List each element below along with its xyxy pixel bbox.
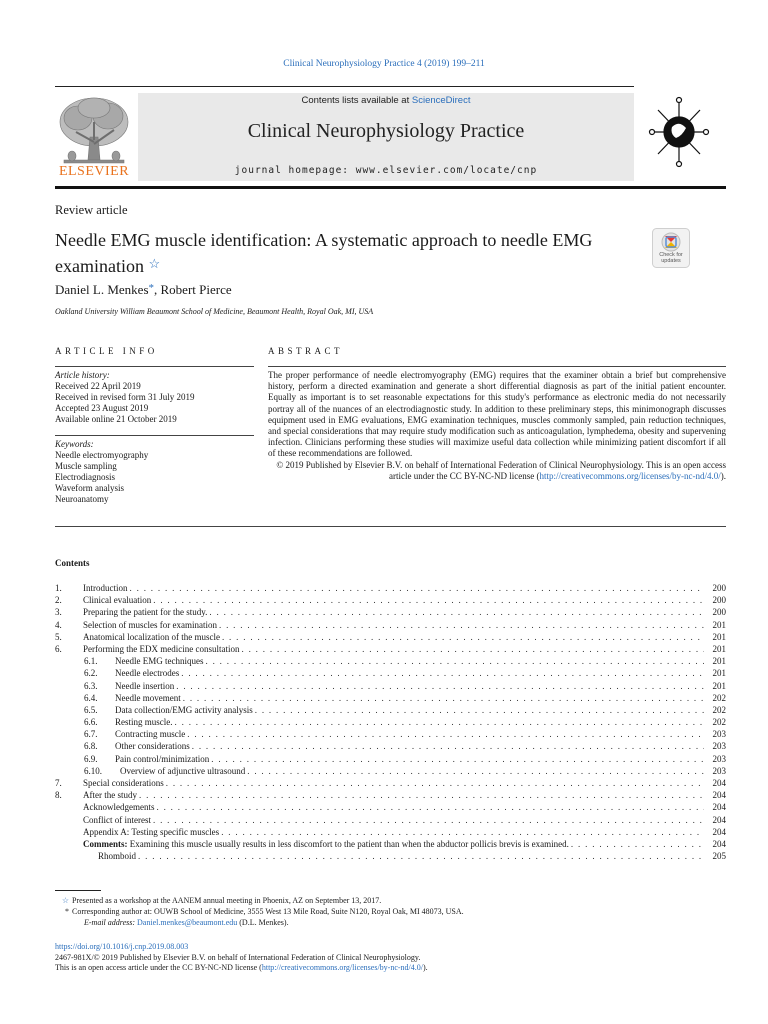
toc-item-label-text: Selection of muscles for examination [83, 619, 217, 630]
article-history [55, 370, 254, 425]
toc-item-page: 201 [712, 619, 726, 630]
keywords [55, 439, 254, 505]
toc-item-label [115, 667, 179, 679]
toc-item-page: 203 [712, 753, 726, 764]
sciencedirect-link[interactable]: ScienceDirect [411, 95, 471, 106]
corresponding-author-link[interactable]: * [148, 282, 155, 294]
footnote-divider [55, 890, 101, 891]
toc-item-label [83, 814, 151, 826]
check-for-updates-badge[interactable] [652, 228, 690, 268]
toc-leader-dots [221, 826, 704, 838]
open-access-line [55, 963, 726, 974]
toc-item-label-text: Data collection/EMG activity analysis [115, 704, 253, 715]
toc-item-label [115, 704, 253, 716]
toc-leader-dots [156, 801, 704, 813]
authors [55, 282, 232, 298]
history-received: Received 22 April 2019 [55, 381, 141, 391]
toc-item-page: 201 [712, 656, 726, 667]
toc-item-page: 204 [712, 802, 726, 813]
toc-item[interactable] [55, 777, 726, 789]
toc-item-label [83, 789, 137, 801]
toc-item-page: 203 [712, 741, 726, 752]
toc-leader-dots [153, 814, 704, 826]
toc-item-page: 202 [712, 704, 726, 715]
table-of-contents [55, 582, 726, 862]
top-divider [55, 86, 634, 87]
toc-item-label [83, 631, 220, 643]
toc-item[interactable] [55, 582, 726, 594]
abstract-copyright [268, 460, 726, 482]
toc-item-label [115, 655, 203, 667]
toc-item[interactable] [55, 594, 726, 606]
keyword-item: Neuroanatomy [55, 494, 109, 504]
email-label: E-mail address: [84, 918, 136, 927]
toc-item-page: 201 [712, 631, 726, 642]
toc-item-label-text: Preparing the patient for the study. [83, 607, 208, 618]
toc-leader-dots [176, 680, 704, 692]
toc-item-page: 205 [712, 851, 726, 862]
toc-item-label [83, 582, 128, 594]
oa-prefix: This is an open access article under the CC BY-NC-ND license ( [55, 963, 262, 972]
copyright-end: ). [720, 470, 726, 481]
article-title [55, 228, 635, 278]
toc-item-number: 1. [55, 583, 62, 593]
doi-block [55, 942, 726, 974]
history-label: Article history: [55, 370, 110, 380]
toc-leader-dots [183, 692, 704, 704]
oa-suffix: ). [423, 963, 428, 972]
toc-item-label [83, 838, 569, 850]
toc-item[interactable] [55, 643, 726, 655]
toc-item-page: 204 [712, 814, 726, 825]
toc-leader-dots [205, 655, 704, 667]
toc-leader-dots [241, 643, 704, 655]
toc-item-page: 201 [712, 680, 726, 691]
article-title-text: Needle EMG muscle identification: A systematic approach to needle EMG examination [55, 230, 593, 276]
toc-item-label-text: Appendix A: Testing specific muscles [83, 826, 220, 837]
keywords-label: Keywords: [55, 439, 94, 449]
toc-leader-dots [255, 704, 704, 716]
abstract-divider [268, 366, 726, 367]
toc-item[interactable] [55, 619, 726, 631]
abstract-text: The proper performance of needle electromyography (EMG) requires that the examiner obtain a brief but comprehensive history, perform a directed examination and generate a short differential diagnosis as part of the initial patient encounter. Equally as important is to set reasonable expectations for this study's performance as electronic media do not necessarily portray all of the nuances of an electrodiagnostic study. In addition to these preliminary steps, this minimonograph discusses equipment used in EMG evaluations, EMG examination techniques, muscles commonly sampled, pain reduction techniques, and special considerations that may require study modification such as anticoagulation, lymphedema, obesity and supervening infection. Clinicians performing these studies will maximize useful data collection while minimizing patient discomfort if all of these recommendations are followed. [268, 370, 726, 459]
toc-item-label-text: Performing the EDX medicine consultation [83, 643, 240, 654]
toc-item-label-text: Needle insertion [115, 680, 175, 691]
toc-item-page: 204 [712, 790, 726, 801]
toc-item-label [83, 619, 217, 631]
footnote-text: Presented as a workshop at the AANEM annual meeting in Phoenix, AZ on September 13, 2017. [72, 896, 382, 905]
doi-link[interactable]: https://doi.org/10.1016/j.cnp.2019.08.003 [55, 942, 189, 951]
toc-item-label [83, 606, 207, 618]
article-type: Review article [55, 203, 128, 217]
toc-item[interactable] [55, 801, 726, 813]
toc-item[interactable] [55, 606, 726, 618]
toc-item-number: 6.6. [84, 717, 98, 728]
toc-item-label-text: Needle movement [115, 692, 181, 703]
journal-reference-link[interactable]: Clinical Neurophysiology Practice 4 (2019) 199–211 [283, 59, 485, 69]
toc-item-label [83, 643, 239, 655]
toc-item-label [83, 801, 154, 813]
toc-item-page: 204 [712, 826, 726, 837]
history-online: Available online 21 October 2019 [55, 414, 177, 424]
toc-item-number: 5. [55, 631, 62, 642]
toc-item-label-text: Resting muscle. [115, 717, 173, 728]
toc-leader-dots [139, 789, 704, 801]
toc-item[interactable] [55, 814, 726, 826]
toc-item-label [83, 594, 151, 606]
toc-item[interactable] [55, 765, 726, 777]
toc-item-number: 8. [55, 790, 62, 801]
corresponding-footnote [55, 906, 726, 917]
toc-item-label-text: After the study [83, 790, 137, 801]
email-link[interactable]: Daniel.menkes@beaumont.edu [137, 918, 238, 927]
author-pierce: , Robert Pierce [154, 282, 232, 297]
toc-leader-dots [211, 753, 704, 765]
toc-item[interactable] [55, 667, 726, 679]
license-link[interactable]: http://creativecommons.org/licenses/by-nc-nd/4.0/ [539, 470, 721, 481]
abstract-body [268, 370, 726, 482]
toc-item-label-text: Acknowledgements [83, 802, 155, 813]
toc-item-page: 204 [712, 838, 726, 849]
toc-item-label [83, 826, 219, 838]
toc-item[interactable] [55, 826, 726, 838]
toc-item-number: 6.3. [84, 680, 98, 691]
toc-item[interactable] [55, 740, 726, 752]
issn-line: 2467-981X/© 2019 Published by Elsevier B.V. on behalf of International Federation of Clinical Neurophysiology. [55, 952, 421, 962]
toc-item-label-text: Clinical evaluation [83, 595, 152, 606]
contents-heading: Contents [55, 558, 90, 568]
toc-item-page: 201 [712, 643, 726, 654]
toc-item[interactable] [55, 728, 726, 740]
toc-item-number: 7. [55, 778, 62, 788]
toc-item-label [115, 692, 181, 704]
footnote-mark: ☆ [61, 896, 69, 905]
toc-item[interactable] [55, 704, 726, 716]
toc-item-label [115, 753, 209, 765]
footnote-mark: * [65, 907, 69, 916]
toc-leader-dots [209, 606, 704, 618]
toc-item[interactable] [55, 789, 726, 801]
presentation-footnote [55, 895, 726, 906]
email-line [55, 917, 726, 928]
copyright-text: © 2019 Published by Elsevier B.V. on behalf of International Federation of Clinical Neurophysiology. This is an open access article under the CC BY-NC-ND license ( [276, 459, 726, 481]
toc-leader-dots [219, 619, 704, 631]
toc-item-label-text: Contracting muscle [115, 729, 186, 740]
toc-item-label [120, 765, 245, 777]
abstract-bottom-divider [55, 526, 726, 527]
toc-item-label [115, 740, 190, 752]
toc-leader-dots [187, 728, 704, 740]
keyword-item: Needle electromyography [55, 450, 149, 460]
toc-item-label-text: Introduction [83, 583, 128, 593]
toc-item-label-text: Rhomboid [98, 851, 137, 862]
keyword-item: Waveform analysis [55, 483, 125, 493]
info-divider [55, 366, 254, 367]
journal-cover-logo [648, 96, 710, 168]
toc-item-page: 203 [712, 729, 726, 740]
journal-title: Clinical Neurophysiology Practice [247, 120, 525, 142]
email-suffix: (D.L. Menkes). [237, 918, 289, 927]
keywords-divider [55, 435, 254, 436]
history-revised: Received in revised form 31 July 2019 [55, 392, 195, 402]
toc-item-number: 6.7. [84, 729, 98, 740]
keyword-item: Muscle sampling [55, 461, 117, 471]
article-info-heading: ARTICLE INFO [55, 346, 158, 356]
toc-item[interactable] [55, 692, 726, 704]
footnotes [55, 895, 726, 928]
toc-item-label-text: Other considerations [115, 741, 190, 752]
toc-item[interactable] [55, 680, 726, 692]
toc-leader-dots [175, 716, 705, 728]
toc-item[interactable] [55, 716, 726, 728]
toc-item-number: 6.1. [84, 656, 98, 667]
toc-item-label-text: Pain control/minimization [115, 753, 210, 764]
affiliation: Oakland University William Beaumont School of Medicine, Beaumont Health, Royal Oak, MI, USA [55, 307, 374, 316]
toc-item-label-text: Overview of adjunctive ultrasound [120, 765, 246, 776]
author-menkes: Daniel L. Menkes [55, 282, 149, 297]
toc-leader-dots [571, 838, 704, 850]
toc-item-label [115, 680, 174, 692]
title-footnote-link[interactable]: ☆ [148, 256, 161, 271]
toc-item[interactable] [55, 753, 726, 765]
toc-leader-dots [192, 740, 704, 752]
toc-item-number: 6.2. [84, 668, 98, 679]
toc-item[interactable] [55, 838, 726, 850]
elsevier-wordmark: ELSEVIER [58, 164, 130, 179]
toc-leader-dots [181, 667, 704, 679]
contents-available [138, 95, 634, 106]
toc-leader-dots [138, 850, 704, 862]
footnote-text: Corresponding author at: OUWB School of Medicine, 3555 West 13 Mile Road, Suite N120, Royal Oak, MI 48073, USA. [72, 907, 464, 916]
journal-homepage[interactable]: journal homepage: www.elsevier.com/locate/cnp [234, 165, 538, 176]
toc-item-number: 6.8. [84, 741, 98, 752]
toc-item-page: 201 [712, 668, 726, 679]
toc-item-label [115, 728, 185, 740]
toc-item[interactable] [55, 655, 726, 667]
toc-item-label [115, 716, 173, 728]
toc-leader-dots [222, 631, 704, 643]
toc-item-label [98, 850, 136, 862]
toc-item-number: 4. [55, 619, 62, 630]
keyword-item: Electrodiagnosis [55, 472, 115, 482]
toc-item[interactable] [55, 850, 726, 862]
toc-item-page: 200 [712, 607, 726, 618]
toc-item-page: 203 [712, 765, 726, 776]
toc-item-label-text: Needle EMG techniques [115, 656, 204, 667]
toc-item-number: 6.5. [84, 704, 98, 715]
toc-leader-dots [247, 765, 704, 777]
toc-item-label-text: Examining this muscle usually results in less discomfort to the patient than when the abductor pollicis brevis is examined. [127, 838, 569, 849]
contents-prefix: Contents lists available at [301, 95, 412, 106]
toc-item-number: 3. [55, 607, 62, 618]
toc-item-number: 6.9. [84, 753, 98, 764]
toc-item-label-text: Conflict of interest [83, 814, 151, 825]
toc-item-number: 6. [55, 643, 62, 654]
toc-item-label-text: Anatomical localization of the muscle [83, 631, 220, 642]
toc-item-number: 6.4. [84, 692, 98, 703]
abstract-heading: ABSTRACT [268, 346, 344, 356]
toc-item-page: 200 [712, 583, 726, 593]
toc-leader-dots [153, 594, 704, 606]
oa-license-link[interactable]: http://creativecommons.org/licenses/by-nc-nd/4.0/ [261, 963, 423, 972]
toc-item-label-text: Needle electrodes [115, 668, 180, 679]
toc-item-number: 6.10. [84, 765, 102, 776]
toc-item-page: 202 [712, 692, 726, 703]
header-divider [55, 186, 726, 189]
toc-item[interactable] [55, 631, 726, 643]
toc-item-page: 204 [712, 778, 726, 788]
crossmark-label: Check for updates [659, 252, 683, 264]
toc-leader-dots [130, 582, 705, 594]
toc-item-number: 2. [55, 595, 62, 606]
toc-item-page: 200 [712, 595, 726, 606]
toc-item-page: 202 [712, 717, 726, 728]
toc-item-label-text: Special considerations [83, 778, 164, 788]
toc-item-label-bold: Comments: [83, 838, 128, 849]
toc-leader-dots [166, 777, 704, 789]
history-accepted: Accepted 23 August 2019 [55, 403, 149, 413]
toc-item-label [83, 777, 164, 789]
